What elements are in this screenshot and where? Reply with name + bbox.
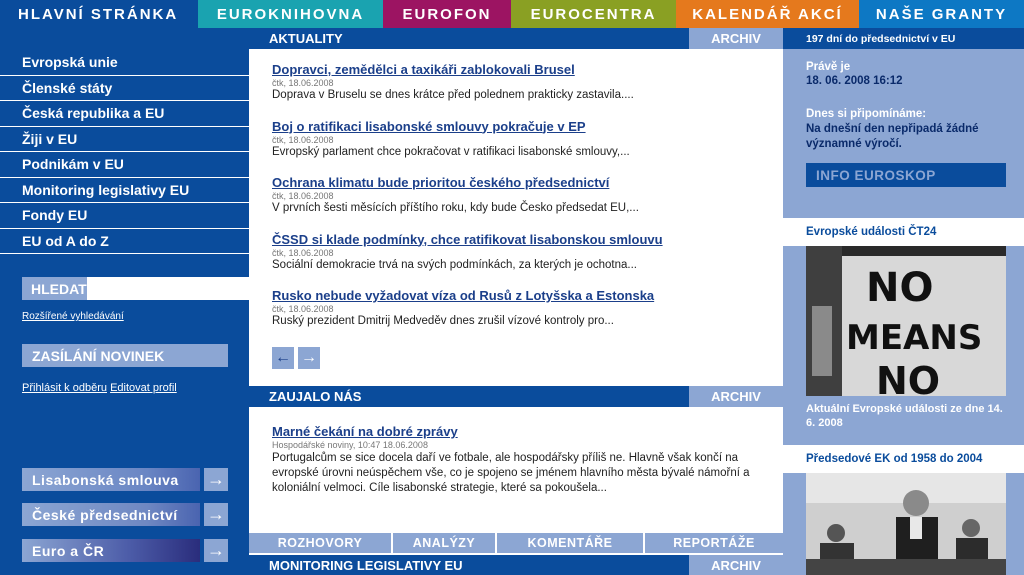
- archive-link[interactable]: ARCHIV: [689, 386, 783, 407]
- advanced-search-link[interactable]: Rozšířené vyhledávání: [22, 311, 124, 322]
- featured-article: [272, 424, 762, 496]
- sidebar-item-european-union[interactable]: Evropská unie: [0, 50, 249, 76]
- tab-eurocentres[interactable]: EUROCENTRA: [511, 0, 676, 28]
- top-navigation: [0, 0, 1024, 28]
- sidebar-item-legislation-monitoring[interactable]: Monitoring legislativy EU: [0, 178, 249, 204]
- newsletter-heading: ZASÍLÁNÍ NOVINEK: [22, 344, 228, 367]
- search-box: [22, 277, 249, 300]
- monitoring-section-header: [249, 555, 783, 575]
- arrow-left-icon[interactable]: ←: [272, 347, 294, 369]
- list-item: [272, 232, 772, 289]
- sidebar-item-business-in-eu[interactable]: Podnikám v EU: [0, 152, 249, 178]
- protest-sign-image[interactable]: [806, 246, 1006, 396]
- news-date: čtk, 18.06.2008: [272, 304, 334, 314]
- promo-label: České předsednictví: [22, 503, 200, 526]
- commission-presidents-image[interactable]: [806, 473, 1006, 575]
- info-euroskop-button[interactable]: INFO EUROSKOP: [806, 163, 1006, 187]
- protest-photo: [806, 246, 1006, 396]
- sidebar-item-czech-republic-eu[interactable]: Česká republika a EU: [0, 101, 249, 127]
- archive-link[interactable]: ARCHIV: [689, 555, 783, 575]
- arrow-right-icon: →: [204, 539, 228, 562]
- sign-word-means: MEANS: [846, 318, 983, 358]
- news-title-link[interactable]: Rusko nebude vyžadovat víza od Rusů z Lotyšska a Estonska: [272, 288, 655, 303]
- category-interviews[interactable]: ROZHOVORY: [249, 533, 393, 553]
- current-time-value: 18. 06. 2008 16:12: [806, 75, 903, 87]
- promo-czech-presidency[interactable]: [22, 503, 228, 526]
- category-analyses[interactable]: ANALÝZY: [393, 533, 497, 553]
- news-list: [272, 62, 772, 345]
- category-reports[interactable]: REPORTÁŽE: [673, 536, 755, 550]
- sidebar-menu: [0, 50, 249, 254]
- sign-word-no: NO: [866, 265, 934, 311]
- section-title: ZAUJALO NÁS: [269, 389, 362, 404]
- category-bar: [249, 533, 783, 553]
- archive-link[interactable]: ARCHIV: [689, 28, 783, 49]
- edit-profile-link[interactable]: Editovat profil: [110, 382, 177, 394]
- presidents-widget-title[interactable]: Předsedové EK od 1958 do 2004: [783, 445, 1024, 473]
- anniversary-block: [806, 108, 1016, 152]
- news-date: čtk, 18.06.2008: [272, 247, 334, 258]
- right-column: [783, 28, 1024, 575]
- feature-excerpt: Portugalcům se sice docela daří ve fotbale, ale hospodářsky příliš ne. Hlavně však končí na evropské úrovni neúspěchem vše, co je spojeno se jménem hlavního města bývalé námořní a koloniální velmoci. Cíle lisabonské strategie, které sa pokoušela...: [272, 452, 750, 494]
- current-time-label: Právě je: [806, 61, 851, 73]
- arrow-right-icon: →: [204, 468, 228, 491]
- news-date: čtk, 18.06.2008: [272, 134, 334, 145]
- news-title-link[interactable]: Ochrana klimatu bude prioritou českého předsednictví: [272, 175, 610, 190]
- feature-date: Hospodářské noviny, 10:47 18.06.2008: [272, 440, 428, 450]
- section-title: MONITORING LEGISLATIVY EU: [269, 557, 463, 573]
- news-excerpt: Doprava v Bruselu se dnes krátce před polednem prakticky zastavila....: [272, 89, 634, 101]
- news-section-header: [249, 28, 783, 49]
- tab-home[interactable]: HLAVNÍ STRÁNKA: [0, 0, 198, 28]
- list-item: [272, 175, 772, 232]
- search-input[interactable]: [87, 277, 264, 300]
- news-excerpt: Evropský parlament chce pokračovat v ratifikaci lisabonské smlouvy,...: [272, 145, 630, 158]
- commission-photo: [806, 473, 1006, 575]
- sidebar-item-eu-funds[interactable]: Fondy EU: [0, 203, 249, 229]
- arrow-right-icon[interactable]: →: [298, 347, 320, 369]
- category-comments[interactable]: KOMENTÁŘE: [497, 533, 645, 553]
- sidebar-item-eu-a-to-z[interactable]: EU od A do Z: [0, 229, 249, 255]
- list-item: [272, 288, 772, 345]
- list-item: [272, 119, 772, 176]
- section-title: AKTUALITY: [269, 31, 343, 46]
- sidebar-item-member-states[interactable]: Členské státy: [0, 76, 249, 102]
- news-pager: [272, 347, 320, 369]
- tab-europhone[interactable]: EUROFON: [383, 0, 511, 28]
- news-title-link[interactable]: Boj o ratifikaci lisabonské smlouvy pokračuje v EP: [272, 118, 586, 134]
- tab-grants[interactable]: NAŠE GRANTY: [859, 0, 1024, 28]
- presidency-countdown: 197 dní do předsednictví v EU: [783, 28, 1024, 49]
- anniversary-label: Dnes si připomínáme:: [806, 108, 927, 120]
- promo-euro-cr[interactable]: [22, 539, 228, 562]
- news-date: čtk, 18.06.2008: [272, 191, 334, 201]
- news-title-link[interactable]: ČSSD si klade podmínky, chce ratifikovat lisabonskou smlouvu: [272, 231, 663, 247]
- tab-events-calendar[interactable]: KALENDÁŘ AKCÍ: [676, 0, 859, 28]
- current-time-block: [806, 61, 903, 87]
- subscribe-link[interactable]: Přihlásit k odběru: [22, 382, 107, 394]
- newsletter-links: [22, 382, 177, 394]
- promo-label: Lisabonská smlouva: [22, 468, 200, 491]
- events-widget-title[interactable]: Evropské události ČT24: [783, 218, 1024, 246]
- news-excerpt: V prvních šesti měsících příštího roku, kdy bude Česko předsedat EU,...: [272, 202, 639, 214]
- news-title-link[interactable]: Dopravci, zemědělci a taxikáři zablokovali Brusel: [272, 62, 575, 77]
- sidebar: [0, 28, 249, 575]
- search-label: HLEDAT: [22, 277, 87, 300]
- feature-section-header: [249, 386, 783, 407]
- promo-label: Euro a ČR: [22, 539, 200, 562]
- main-content: [249, 28, 783, 575]
- feature-title-link[interactable]: Marné čekání na dobré zprávy: [272, 424, 458, 439]
- sidebar-item-living-in-eu[interactable]: Žiji v EU: [0, 127, 249, 153]
- sign-word-no: NO: [876, 359, 941, 396]
- events-caption[interactable]: Aktuální Evropské události ze dne 14. 6. 2008: [806, 403, 1003, 429]
- news-excerpt: Ruský prezident Dmitrij Medveděv dnes zrušil vízové kontroly pro...: [272, 315, 614, 327]
- news-date: čtk, 18.06.2008: [272, 78, 334, 88]
- list-item: [272, 62, 772, 119]
- tab-eurolibrary[interactable]: EUROKNIHOVNA: [198, 0, 383, 28]
- anniversary-value: Na dnešní den nepřipadá žádné významné výročí.: [806, 123, 979, 150]
- news-excerpt: Sociální demokracie trvá na svých podmínkách, za kterých je ochotna...: [272, 258, 637, 271]
- promo-lisbon-treaty[interactable]: [22, 468, 228, 491]
- arrow-right-icon: →: [204, 503, 228, 526]
